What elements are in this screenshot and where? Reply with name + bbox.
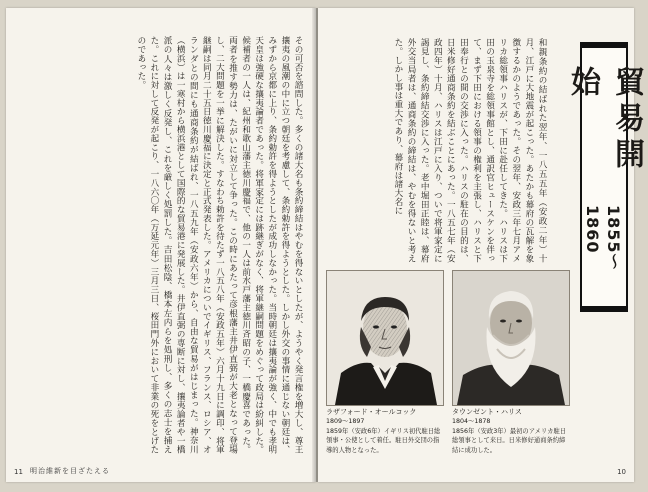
- left-page: [6, 8, 316, 482]
- caption-alcock: [326, 408, 444, 455]
- right-page-number: 10: [617, 468, 626, 476]
- caption-alcock-name: ラザフォード・オールコック: [326, 408, 417, 416]
- running-header: 明治維新を目ざたえる: [30, 467, 110, 475]
- harris-photograph: [453, 271, 569, 405]
- right-body-text: 和親条約の結ばれた翌年、一八五五年（安政二年）十月、江戸に大地震が起こった。あたかも幕府の瓦解を象徴するかのようであった。その翌年、安政三年七月アメリカ総領事ハリスが、下田に赴任してきた。ハリスは下田の玉泉寺を総領事館とし、通訳官ヒュースケンを伴って、まず下田における領事の権利を主張し、ハリスと下田奉行との間の交渉に入った。ハリスの駐在の目的は、日米修好通商条約を結ぶことにあった。一八五七年（安政四年）十月、ハリスは江戸に入り、ついで将軍家定に謁見し、条約締結交渉に入った。老中堀田正睦は、幕府外交当局者は、通商条約の締結は、やむを得ないと考えた。しかし事は重大であり、幕府は諸大名に: [392, 38, 547, 263]
- right-page: [318, 8, 644, 482]
- caption-alcock-desc: 1859年（安政6年）イギリス初代駐日総領事・公使として着任。駐日外交団の指導的人物となった。: [326, 427, 441, 454]
- caption-alcock-dates: 1809〜1897: [326, 418, 365, 426]
- chapter-title: 貿易開始: [565, 66, 644, 174]
- portrait-alcock: [326, 270, 444, 406]
- chapter-title-box: [565, 42, 644, 312]
- portrait-harris: [452, 270, 570, 406]
- chapter-years: 1855〜1860: [583, 205, 623, 271]
- caption-harris-dates: 1804〜1878: [452, 418, 491, 426]
- left-page-number: 11: [14, 468, 23, 476]
- caption-harris-desc: 1856年（安政3年）最初のアメリカ駐日総領事として来日。日米修好通商条約締結に成功した。: [452, 427, 567, 454]
- caption-harris: [452, 408, 570, 455]
- left-body-text: その可否を諮問した。多くの諸大名も条約締結はやむを得ないとしたが、ようやく発言権を増大し、尊王攘夷の風潮の中に立つ朝廷を考慮して、条約勅許を得ようとした。しかし外交の事情に通じない朝廷は、みずから京都に上り、条約勅許を得ようとしたが成功しなかった。当時朝廷は攘夷論が強く、中でも孝明天皇は強硬な攘夷論者であった。将軍家定には跡継ぎがなく、将軍継嗣問題をめぐって政局は紛糾した。候補者の一人は、紀州和歌山藩主徳川慶福で、他の一人は前水戸藩主徳川斉昭の子、一橋慶喜であった。両者を推す勢力は、たがいに対立して争った。この時にあたって彦根藩主井伊直弼が大老となって登場し、二大問題を一挙に解決した。すなわち勅許を待たず一八五八年（安政五年）六月十九日に調印、将軍継嗣は同月二十五日徳川慶福に決定と正式発表した。アメリカについでイギリス、フランス、ロシア、オランダとの間にも通商条約が結ばれ、一八五九年（安政六年）から、自由な貿易がはじまった。神奈川（横浜）は一寒村から横浜港として国際的な貿易港に発展した。井伊直弼の専断に対し、攘夷論者や一橋派の人々は激しく反発し、これを厳しく処罰した。吉田松陰、橋本左内らを処刑し、多くの志士を捕えた。これに対して反発が起こり、一八六〇年（万延元年）三月三日、桜田門外において非業の死をとげたのであった。: [135, 36, 303, 454]
- caption-harris-name: タウンゼント・ハリス: [452, 408, 522, 416]
- alcock-engraving: [327, 271, 443, 405]
